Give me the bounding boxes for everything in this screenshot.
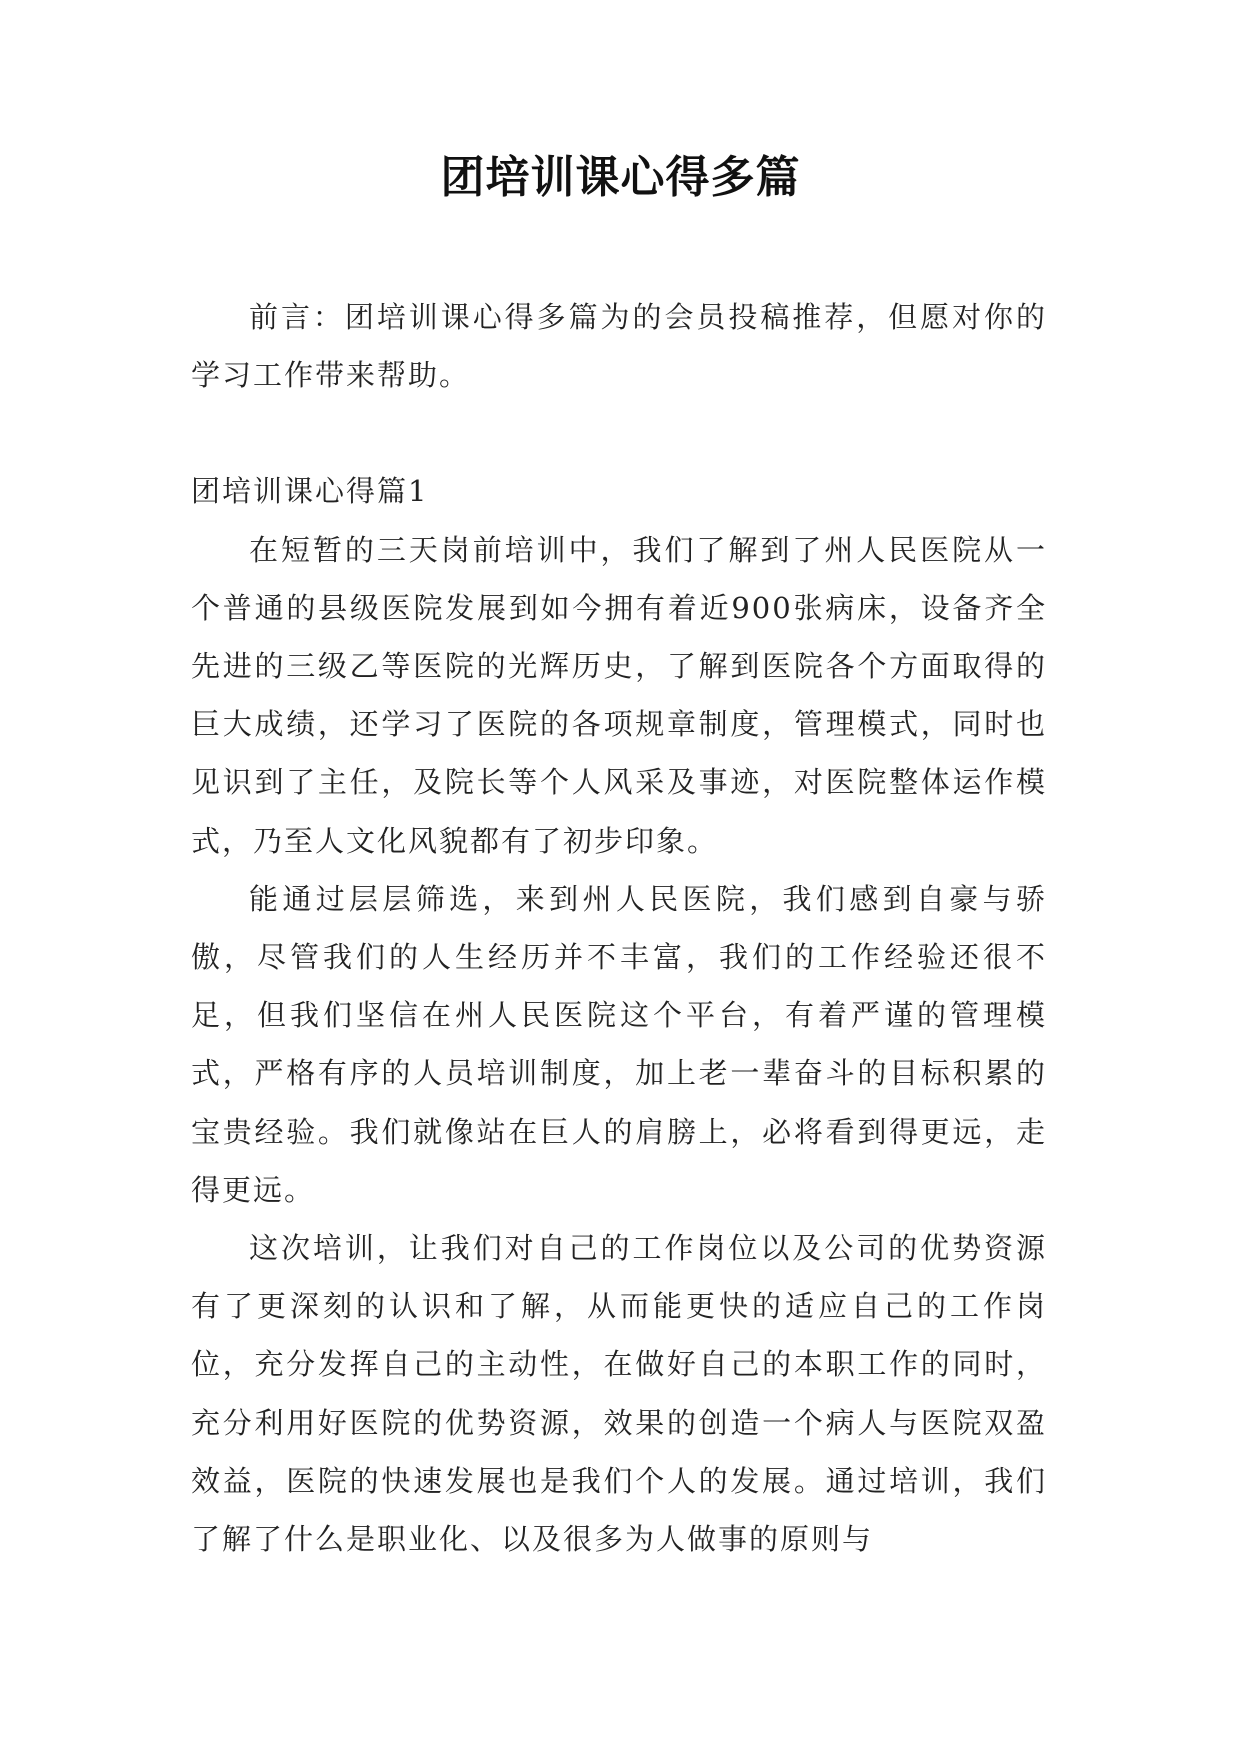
section-heading: 团培训课心得篇1	[191, 474, 429, 509]
spacer	[191, 404, 1047, 462]
body-paragraph: 能通过层层筛选，来到州人民医院，我们感到自豪与骄傲，尽管我们的人生经历并不丰富，我们的工作经验还很不足，但我们坚信在州人民医院这个平台，有着严谨的管理模式，严格有序的人员培训制度，加上老一辈奋斗的目标积累的宝贵经验。我们就像站在巨人的肩膀上，必将看到得更远，走得更远。	[191, 881, 1047, 1207]
preface-paragraph: 前言：团培训课心得多篇为的会员投稿推荐，但愿对你的学习工作带来帮助。	[191, 300, 1047, 393]
body-paragraph: 这次培训，让我们对自己的工作岗位以及公司的优势资源有了更深刻的认识和了解，从而能更快的适应自己的工作岗位，充分发挥自己的主动性，在做好自己的本职工作的同时，充分利用好医院的优势资源，效果的创造一个病人与医院双盈效益，医院的快速发展也是我们个人的发展。通过培训，我们了解了什么是职业化、以及很多为人做事的原则与	[191, 1231, 1047, 1557]
document-title: 团培训课心得多篇	[440, 152, 801, 203]
body-paragraph: 在短暂的三天岗前培训中，我们了解到了州人民医院从一个普通的县级医院发展到如今拥有着近900张病床，设备齐全先进的三级乙等医院的光辉历史，了解到医院各个方面取得的巨大成绩，还学习了医院的各项规章制度，管理模式，同时也见识到了主任，及院长等个人风采及事迹，对医院整体运作模式，乃至人文化风貌都有了初步印象。	[191, 532, 1047, 858]
document-body	[191, 288, 1047, 1568]
